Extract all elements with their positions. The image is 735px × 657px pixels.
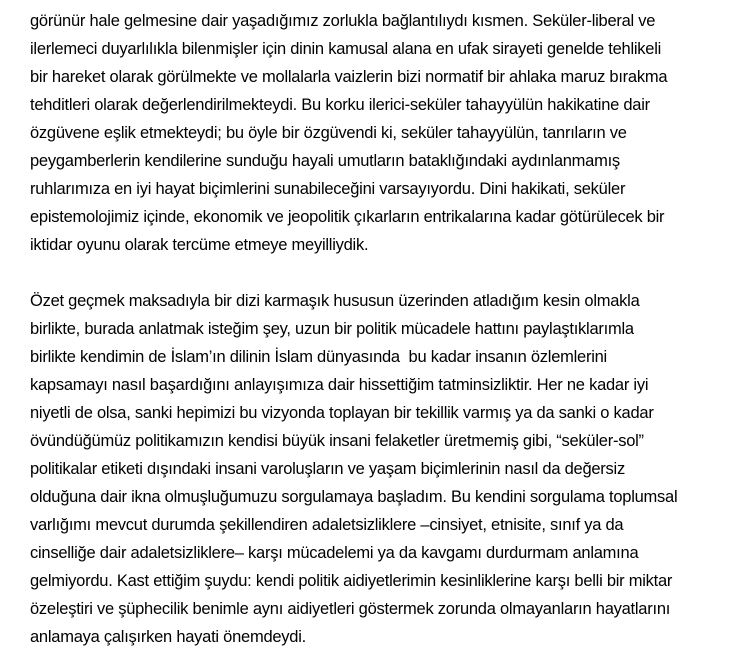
text-line: ilerlemeci duyarlılıkla bilenmişler için dinin kamusal alana en ufak sirayeti genelde tehlikeli (30, 40, 662, 58)
text-line: iktidar oyunu olarak tercüme etmeye meyilliydik. (30, 236, 369, 254)
text-line: bir hareket olarak görülmekte ve mollalarla vaizlerin bizi normatif bir ahlaka maruz bırakma (30, 68, 668, 86)
text-line: politikalar etiketi dışındaki insani varoluşların ve yaşam biçimlerinin nasıl da değersiz (30, 460, 625, 478)
paragraph-1 (30, 7, 717, 259)
text-line: gelmiyordu. Kast ettiğim şuydu: kendi politik aidiyetlerimin kesinliklerine karşı belli bir miktar (30, 572, 673, 590)
text-line: görünür hale gelmesine dair yaşadığımız zorlukla bağlantılıydı kısmen. Seküler-liberal ve (30, 12, 656, 30)
text-line: olduğuna dair ikna olmuşluğumuzu sorgulamaya başladım. Bu kendini sorgulama toplumsal (30, 488, 678, 506)
text-line: peygamberlerin kendilerine sunduğu hayali umutların bataklığındaki aydınlanmamış (30, 152, 620, 170)
text-line: birlikte kendimin de İslam’ın dilinin İslam dünyasında bu kadar insanın özlemlerini (30, 348, 607, 366)
text-line: varlığımı mevcut durumda şekillendiren adaletsizliklere –cinsiyet, etnisite, sınıf ya da (30, 516, 624, 534)
text-line: birlikte, burada anlatmak isteğim şey, uzun bir politik mücadele hattını paylaştıklarımla (30, 320, 634, 338)
paragraph-2 (30, 287, 717, 651)
text-line: niyetli de olsa, sanki hepimizi bu vizyonda toplayan bir tekillik varmış ya da sanki o kadar (30, 404, 654, 422)
text-line: epistemolojimiz içinde, ekonomik ve jeopolitik çıkarların entrikalarına kadar götürülecek bir (30, 208, 665, 226)
text-line: kapsamayı nasıl başardığını anlayışımıza dair hissettiğim tatminsizliktir. Her ne kadar iyi (30, 376, 649, 394)
text-line: anlamaya çalışırken hayati önemdeydi. (30, 628, 306, 646)
text-line: tehditleri olarak değerlendirilmekteydi. Bu korku ilerici-seküler tahayyülün hakikatine dair (30, 96, 650, 114)
text-line: övündüğümüz politikamızın kendisi büyük insani felaketler üretmemiş gibi, “seküler-sol” (30, 432, 644, 450)
text-line: cinselliğe dair adaletsizliklere– karşı mücadelemi ya da kavgamı durdurmam anlamına (30, 544, 639, 562)
text-line: ruhlarımıza en iyi hayat biçimlerini sunabileceğini varsayıyordu. Dini hakikati, seküler (30, 180, 626, 198)
text-line: özeleştiri ve şüphecilik benimle aynı aidiyetleri göstermek zorunda olmayanların hayatlarını (30, 600, 671, 618)
text-line: Özet geçmek maksadıyla bir dizi karmaşık hususun üzerinden atladığım kesin olmakla (30, 292, 640, 310)
text-line: özgüvene eşlik etmekteydi; bu öyle bir özgüvendi ki, seküler tahayyülün, tanrıların ve (30, 124, 627, 142)
